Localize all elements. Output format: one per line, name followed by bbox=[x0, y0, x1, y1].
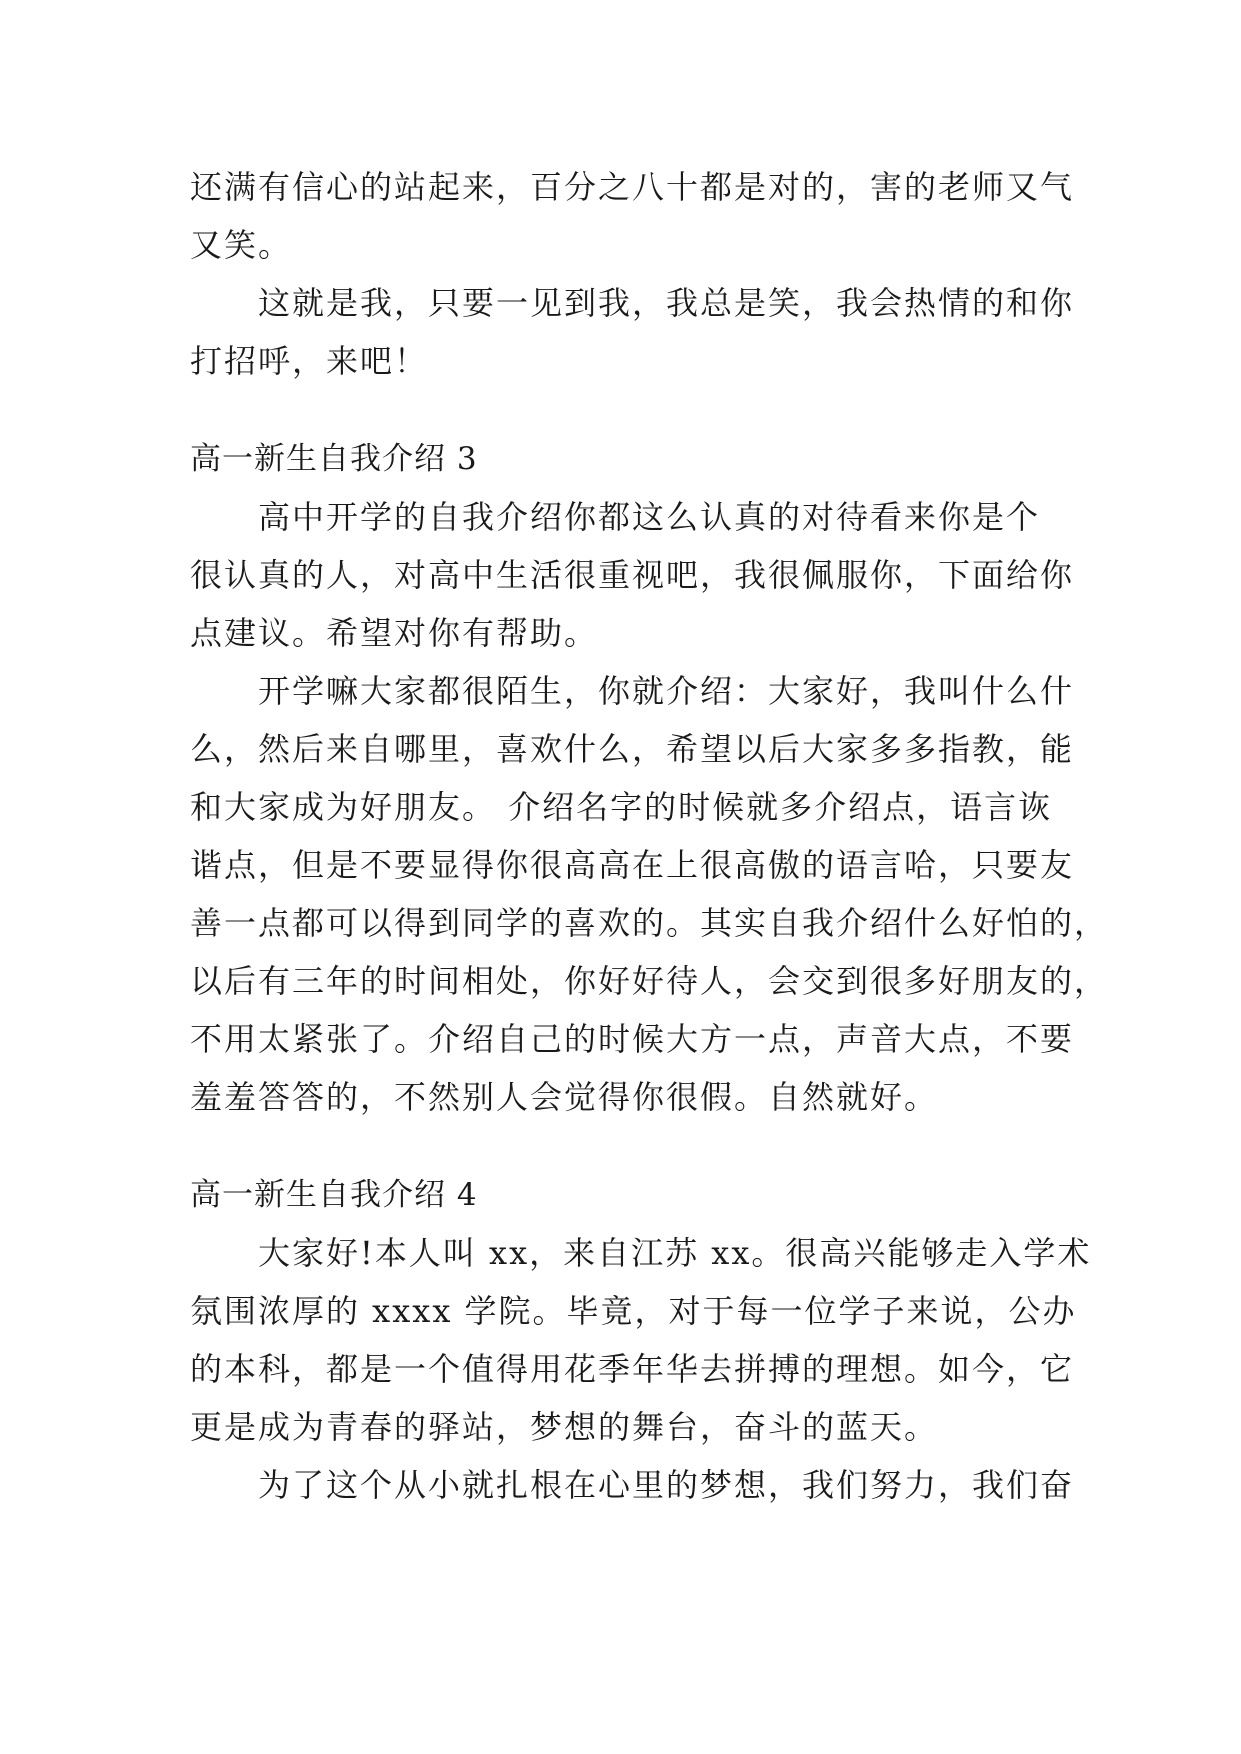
section3-paragraph-1 bbox=[190, 488, 1075, 662]
text-line: 谐点，但是不要显得你很高高在上很高傲的语言哈，只要友 bbox=[190, 846, 1075, 884]
section4-paragraph-1 bbox=[190, 1224, 1092, 1456]
text-line: 又笑。 bbox=[190, 226, 293, 264]
text-line: 羞羞答答的，不然别人会觉得你很假。自然就好。 bbox=[190, 1078, 939, 1116]
text-line: 打招呼，来吧！ bbox=[190, 342, 429, 380]
text-line: 还满有信心的站起来，百分之八十都是对的，害的老师又气 bbox=[190, 168, 1075, 206]
paragraph-continued bbox=[190, 158, 1075, 274]
paragraph-closing bbox=[190, 274, 1075, 390]
text-line: 高中开学的自我介绍你都这么认真的对待看来你是个 bbox=[258, 498, 1041, 536]
text-line: 开学嘛大家都很陌生，你就介绍：大家好，我叫什么什 bbox=[258, 672, 1075, 710]
text-line: 善一点都可以得到同学的喜欢的。其实自我介绍什么好怕的， bbox=[190, 904, 1109, 942]
text-line: 的本科，都是一个值得用花季年华去拼搏的理想。如今，它 bbox=[190, 1350, 1075, 1388]
text-line: 以后有三年的时间相处，你好好待人，会交到很多好朋友的， bbox=[190, 962, 1109, 1000]
text-line: 点建议。希望对你有帮助。 bbox=[190, 614, 599, 652]
text-line: 不用太紧张了。介绍自己的时候大方一点，声音大点，不要 bbox=[190, 1020, 1075, 1058]
section-heading-3: 高一新生自我介绍 3 bbox=[190, 441, 478, 477]
text-line: 氛围浓厚的 xxxx 学院。毕竟，对于每一位学子来说，公办 bbox=[190, 1292, 1077, 1330]
section-heading-4: 高一新生自我介绍 4 bbox=[190, 1177, 478, 1213]
text-line: 很认真的人，对高中生活很重视吧，我很佩服你，下面给你 bbox=[190, 556, 1075, 594]
text-line: 大家好!本人叫 xx，来自江苏 xx。很高兴能够走入学术 bbox=[258, 1234, 1092, 1272]
text-line: 么，然后来自哪里，喜欢什么，希望以后大家多多指教，能 bbox=[190, 730, 1075, 768]
text-line: 更是成为青春的驿站，梦想的舞台，奋斗的蓝天。 bbox=[190, 1408, 939, 1446]
text-line: 这就是我，只要一见到我，我总是笑，我会热情的和你 bbox=[258, 284, 1075, 322]
text-line: 为了这个从小就扎根在心里的梦想，我们努力，我们奋 bbox=[258, 1466, 1075, 1504]
document-body bbox=[190, 158, 1109, 1514]
section4-paragraph-2 bbox=[190, 1456, 1075, 1514]
section3-paragraph-2 bbox=[190, 662, 1109, 1126]
text-line: 和大家成为好朋友。 介绍名字的时候就多介绍点，语言诙 bbox=[190, 788, 1053, 826]
